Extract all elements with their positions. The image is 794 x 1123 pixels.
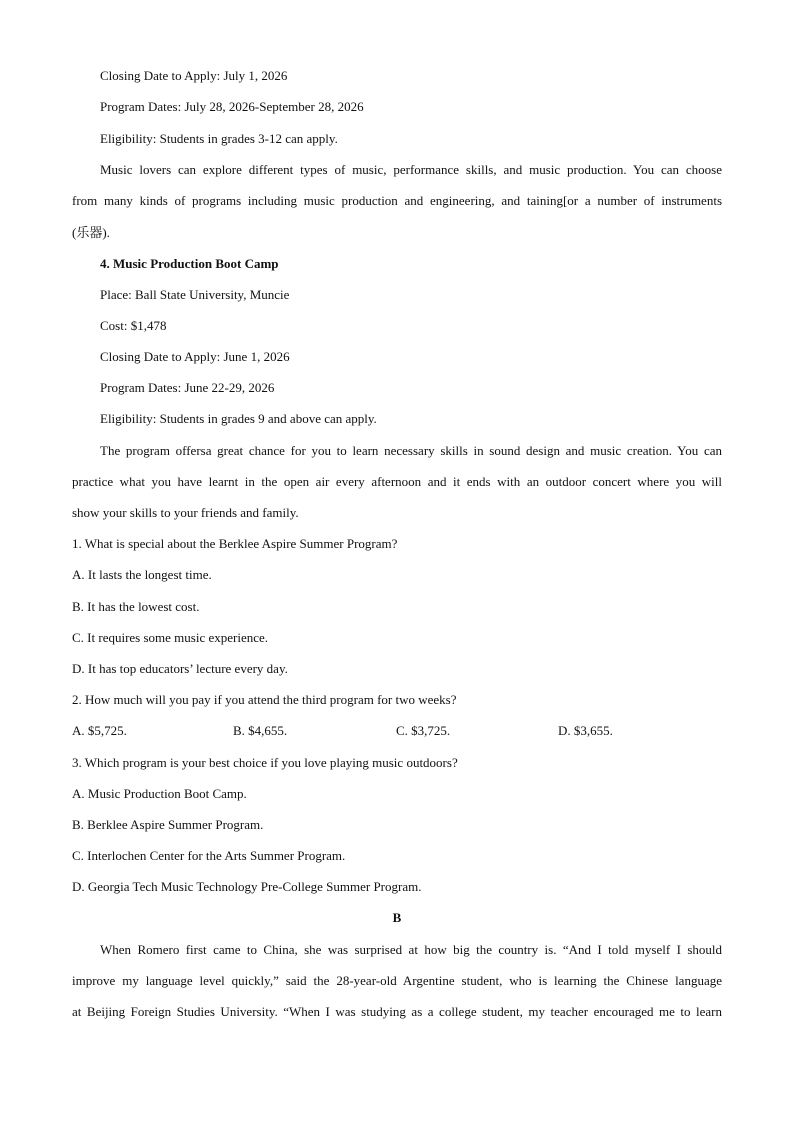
question-1-option-b: B. It has the lowest cost.	[72, 599, 200, 614]
question-2-option-c: C. $3,725.	[396, 723, 451, 738]
question-2-option-d: D. $3,655.	[558, 723, 613, 738]
section-b-paragraph-line: When Romero first came to China, she was surprised at how big the country is. “And I told myself I should	[100, 942, 722, 957]
question-1-stem: 1. What is special about the Berklee Aspire Summer Program?	[72, 536, 398, 551]
section-b-paragraph-line: at Beijing Foreign Studies University. “When I was studying as a college student, my teacher encouraged me to learn	[72, 1004, 722, 1019]
program4-cost: Cost: $1,478	[100, 318, 167, 333]
program4-dates: Program Dates: June 22-29, 2026	[100, 380, 275, 395]
program3-description-line: Music lovers can explore different types of music, performance skills, and music production. You can choose	[100, 162, 722, 177]
question-2-stem: 2. How much will you pay if you attend the third program for two weeks?	[72, 692, 457, 707]
question-1-option-c: C. It requires some music experience.	[72, 630, 269, 645]
program3-closing-date: Closing Date to Apply: July 1, 2026	[100, 68, 288, 83]
program4-description-line: show your skills to your friends and family.	[72, 505, 299, 520]
question-3-option-c: C. Interlochen Center for the Arts Summer Program.	[72, 848, 346, 863]
question-3-option-a: A. Music Production Boot Camp.	[72, 786, 247, 801]
program3-eligibility: Eligibility: Students in grades 3-12 can apply.	[100, 131, 338, 146]
question-2-option-a: A. $5,725.	[72, 723, 127, 738]
section-b-paragraph-line: improve my language level quickly,” said the 28-year-old Argentine student, who is learning the Chinese language	[72, 973, 722, 988]
program4-place: Place: Ball State University, Muncie	[100, 287, 290, 302]
question-2-option-b: B. $4,655.	[233, 723, 288, 738]
question-3-option-d: D. Georgia Tech Music Technology Pre-College Summer Program.	[72, 879, 422, 894]
program4-description-line: The program offersa great chance for you to learn necessary skills in sound design and music creation. You can	[100, 443, 722, 458]
program4-description-line: practice what you have learnt in the open air every afternoon and it ends with an outdoor concert where you will	[72, 474, 722, 489]
program3-description-line: from many kinds of programs including music production and engineering, and taining[or a number of instruments	[72, 193, 722, 208]
program3-dates: Program Dates: July 28, 2026-September 28, 2026	[100, 99, 364, 114]
program4-closing-date: Closing Date to Apply: June 1, 2026	[100, 349, 290, 364]
program4-eligibility: Eligibility: Students in grades 9 and above can apply.	[100, 411, 377, 426]
question-3-option-b: B. Berklee Aspire Summer Program.	[72, 817, 264, 832]
section-b-heading: B	[392, 910, 402, 925]
question-1-option-a: A. It lasts the longest time.	[72, 567, 212, 582]
question-1-option-d: D. It has top educators’ lecture every day.	[72, 661, 288, 676]
program4-heading: 4. Music Production Boot Camp	[100, 256, 279, 271]
question-3-stem: 3. Which program is your best choice if you love playing music outdoors?	[72, 755, 458, 770]
program3-description-line: (乐器).	[72, 225, 110, 240]
